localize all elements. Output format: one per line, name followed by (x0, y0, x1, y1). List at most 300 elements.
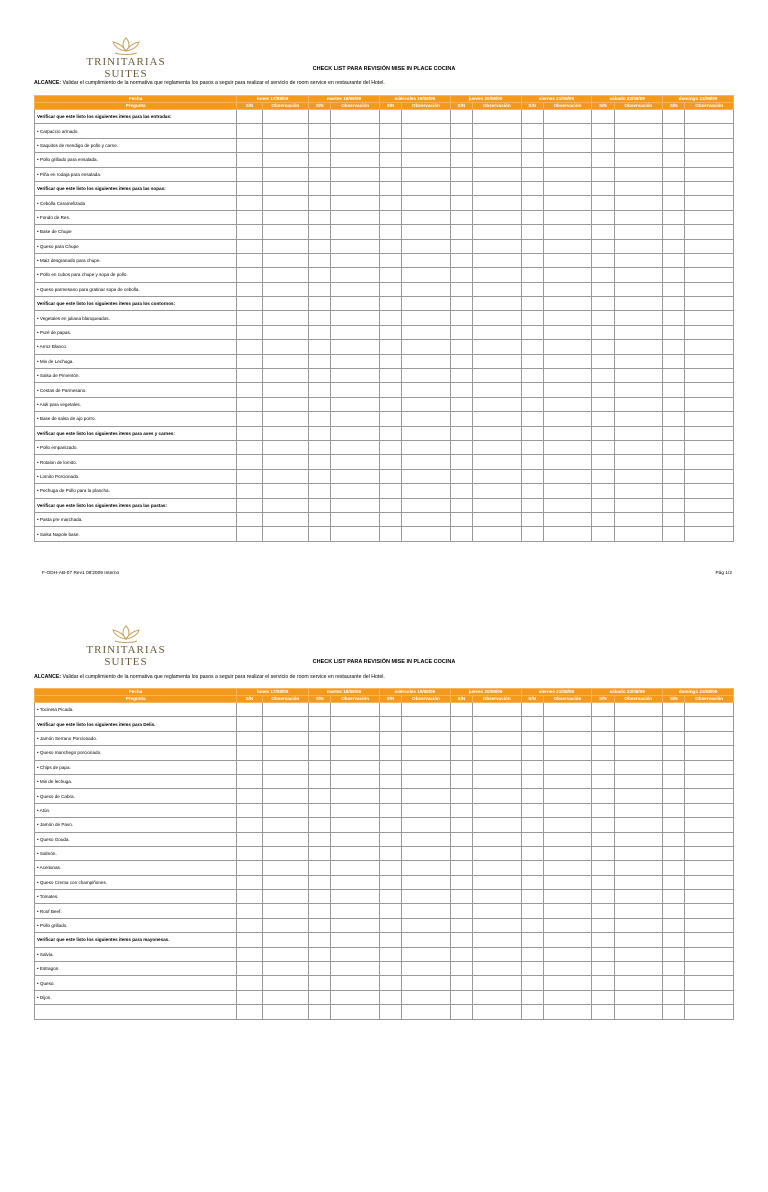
sn-cell[interactable] (663, 1005, 685, 1019)
observation-cell[interactable] (331, 890, 380, 904)
sn-cell[interactable] (521, 253, 543, 267)
observation-cell[interactable] (331, 426, 380, 440)
sn-cell[interactable] (237, 383, 262, 397)
sn-cell[interactable] (592, 484, 614, 498)
observation-cell[interactable] (402, 369, 451, 383)
sn-cell[interactable] (592, 167, 614, 181)
sn-cell[interactable] (592, 1005, 614, 1019)
observation-cell[interactable] (472, 124, 521, 138)
observation-cell[interactable] (402, 527, 451, 541)
sn-cell[interactable] (521, 167, 543, 181)
sn-cell[interactable] (309, 484, 331, 498)
observation-cell[interactable] (472, 110, 521, 124)
sn-cell[interactable] (592, 803, 614, 817)
sn-cell[interactable] (592, 703, 614, 717)
sn-cell[interactable] (379, 976, 401, 990)
sn-cell[interactable] (663, 703, 685, 717)
sn-cell[interactable] (592, 918, 614, 932)
observation-cell[interactable] (614, 282, 663, 296)
observation-cell[interactable] (614, 818, 663, 832)
observation-cell[interactable] (402, 297, 451, 311)
sn-cell[interactable] (663, 268, 685, 282)
sn-cell[interactable] (663, 875, 685, 889)
sn-cell[interactable] (379, 746, 401, 760)
observation-cell[interactable] (402, 933, 451, 947)
sn-cell[interactable] (592, 861, 614, 875)
sn-cell[interactable] (450, 138, 472, 152)
sn-cell[interactable] (663, 774, 685, 788)
observation-cell[interactable] (614, 789, 663, 803)
observation-cell[interactable] (262, 962, 309, 976)
sn-cell[interactable] (309, 717, 331, 731)
observation-cell[interactable] (331, 412, 380, 426)
observation-cell[interactable] (262, 253, 309, 267)
observation-cell[interactable] (685, 469, 734, 483)
sn-cell[interactable] (450, 268, 472, 282)
observation-cell[interactable] (685, 760, 734, 774)
sn-cell[interactable] (379, 138, 401, 152)
sn-cell[interactable] (309, 731, 331, 745)
sn-cell[interactable] (521, 124, 543, 138)
observation-cell[interactable] (402, 890, 451, 904)
observation-cell[interactable] (402, 311, 451, 325)
sn-cell[interactable] (237, 239, 262, 253)
observation-cell[interactable] (331, 947, 380, 961)
observation-cell[interactable] (685, 354, 734, 368)
sn-cell[interactable] (237, 440, 262, 454)
sn-cell[interactable] (379, 527, 401, 541)
sn-cell[interactable] (592, 253, 614, 267)
sn-cell[interactable] (309, 196, 331, 210)
sn-cell[interactable] (592, 731, 614, 745)
sn-cell[interactable] (450, 455, 472, 469)
observation-cell[interactable] (262, 717, 309, 731)
sn-cell[interactable] (592, 369, 614, 383)
observation-cell[interactable] (472, 412, 521, 426)
sn-cell[interactable] (309, 210, 331, 224)
observation-cell[interactable] (262, 832, 309, 846)
observation-cell[interactable] (685, 167, 734, 181)
observation-cell[interactable] (402, 225, 451, 239)
observation-cell[interactable] (543, 484, 592, 498)
observation-cell[interactable] (543, 282, 592, 296)
sn-cell[interactable] (592, 527, 614, 541)
sn-cell[interactable] (521, 527, 543, 541)
observation-cell[interactable] (614, 1005, 663, 1019)
sn-cell[interactable] (309, 412, 331, 426)
sn-cell[interactable] (521, 918, 543, 932)
sn-cell[interactable] (309, 124, 331, 138)
sn-cell[interactable] (450, 703, 472, 717)
observation-cell[interactable] (543, 340, 592, 354)
sn-cell[interactable] (309, 703, 331, 717)
observation-cell[interactable] (685, 512, 734, 526)
sn-cell[interactable] (592, 297, 614, 311)
observation-cell[interactable] (543, 196, 592, 210)
sn-cell[interactable] (450, 789, 472, 803)
observation-cell[interactable] (614, 890, 663, 904)
observation-cell[interactable] (543, 110, 592, 124)
sn-cell[interactable] (309, 962, 331, 976)
sn-cell[interactable] (663, 340, 685, 354)
observation-cell[interactable] (614, 297, 663, 311)
observation-cell[interactable] (472, 803, 521, 817)
sn-cell[interactable] (663, 527, 685, 541)
observation-cell[interactable] (262, 933, 309, 947)
observation-cell[interactable] (614, 717, 663, 731)
sn-cell[interactable] (309, 846, 331, 860)
sn-cell[interactable] (379, 369, 401, 383)
observation-cell[interactable] (262, 760, 309, 774)
sn-cell[interactable] (592, 832, 614, 846)
observation-cell[interactable] (262, 297, 309, 311)
sn-cell[interactable] (237, 875, 262, 889)
observation-cell[interactable] (614, 196, 663, 210)
observation-cell[interactable] (262, 703, 309, 717)
observation-cell[interactable] (331, 527, 380, 541)
sn-cell[interactable] (237, 731, 262, 745)
sn-cell[interactable] (309, 498, 331, 512)
observation-cell[interactable] (614, 469, 663, 483)
observation-cell[interactable] (614, 369, 663, 383)
sn-cell[interactable] (521, 383, 543, 397)
sn-cell[interactable] (450, 210, 472, 224)
observation-cell[interactable] (402, 731, 451, 745)
sn-cell[interactable] (521, 311, 543, 325)
observation-cell[interactable] (543, 239, 592, 253)
sn-cell[interactable] (309, 875, 331, 889)
sn-cell[interactable] (663, 153, 685, 167)
observation-cell[interactable] (331, 124, 380, 138)
sn-cell[interactable] (309, 297, 331, 311)
observation-cell[interactable] (685, 746, 734, 760)
sn-cell[interactable] (379, 890, 401, 904)
sn-cell[interactable] (521, 498, 543, 512)
observation-cell[interactable] (262, 369, 309, 383)
sn-cell[interactable] (521, 731, 543, 745)
sn-cell[interactable] (309, 397, 331, 411)
sn-cell[interactable] (521, 875, 543, 889)
sn-cell[interactable] (663, 225, 685, 239)
observation-cell[interactable] (614, 703, 663, 717)
observation-cell[interactable] (262, 846, 309, 860)
observation-cell[interactable] (331, 455, 380, 469)
observation-cell[interactable] (402, 253, 451, 267)
observation-cell[interactable] (472, 933, 521, 947)
sn-cell[interactable] (521, 717, 543, 731)
sn-cell[interactable] (450, 832, 472, 846)
observation-cell[interactable] (685, 426, 734, 440)
observation-cell[interactable] (262, 383, 309, 397)
sn-cell[interactable] (237, 947, 262, 961)
observation-cell[interactable] (543, 1005, 592, 1019)
observation-cell[interactable] (262, 976, 309, 990)
observation-cell[interactable] (402, 760, 451, 774)
observation-cell[interactable] (262, 527, 309, 541)
sn-cell[interactable] (663, 918, 685, 932)
sn-cell[interactable] (592, 383, 614, 397)
observation-cell[interactable] (614, 167, 663, 181)
sn-cell[interactable] (237, 297, 262, 311)
observation-cell[interactable] (614, 325, 663, 339)
observation-cell[interactable] (472, 818, 521, 832)
observation-cell[interactable] (543, 138, 592, 152)
sn-cell[interactable] (237, 196, 262, 210)
observation-cell[interactable] (402, 110, 451, 124)
observation-cell[interactable] (685, 210, 734, 224)
observation-cell[interactable] (402, 746, 451, 760)
observation-cell[interactable] (543, 412, 592, 426)
observation-cell[interactable] (614, 990, 663, 1004)
observation-cell[interactable] (331, 440, 380, 454)
sn-cell[interactable] (309, 369, 331, 383)
sn-cell[interactable] (663, 498, 685, 512)
sn-cell[interactable] (237, 455, 262, 469)
sn-cell[interactable] (309, 789, 331, 803)
observation-cell[interactable] (402, 904, 451, 918)
observation-cell[interactable] (472, 512, 521, 526)
observation-cell[interactable] (543, 253, 592, 267)
observation-cell[interactable] (262, 1005, 309, 1019)
sn-cell[interactable] (309, 1005, 331, 1019)
sn-cell[interactable] (379, 124, 401, 138)
observation-cell[interactable] (472, 789, 521, 803)
sn-cell[interactable] (237, 746, 262, 760)
observation-cell[interactable] (543, 962, 592, 976)
observation-cell[interactable] (402, 340, 451, 354)
sn-cell[interactable] (663, 354, 685, 368)
observation-cell[interactable] (543, 933, 592, 947)
observation-cell[interactable] (685, 138, 734, 152)
observation-cell[interactable] (685, 225, 734, 239)
sn-cell[interactable] (309, 469, 331, 483)
sn-cell[interactable] (663, 167, 685, 181)
sn-cell[interactable] (379, 354, 401, 368)
observation-cell[interactable] (543, 383, 592, 397)
observation-cell[interactable] (685, 110, 734, 124)
observation-cell[interactable] (472, 774, 521, 788)
sn-cell[interactable] (450, 369, 472, 383)
sn-cell[interactable] (379, 455, 401, 469)
observation-cell[interactable] (262, 153, 309, 167)
observation-cell[interactable] (402, 818, 451, 832)
observation-cell[interactable] (331, 774, 380, 788)
observation-cell[interactable] (614, 239, 663, 253)
sn-cell[interactable] (663, 369, 685, 383)
observation-cell[interactable] (331, 918, 380, 932)
sn-cell[interactable] (237, 990, 262, 1004)
observation-cell[interactable] (262, 124, 309, 138)
sn-cell[interactable] (450, 512, 472, 526)
observation-cell[interactable] (685, 861, 734, 875)
observation-cell[interactable] (543, 875, 592, 889)
observation-cell[interactable] (685, 253, 734, 267)
sn-cell[interactable] (663, 239, 685, 253)
observation-cell[interactable] (614, 412, 663, 426)
observation-cell[interactable] (331, 498, 380, 512)
observation-cell[interactable] (614, 153, 663, 167)
observation-cell[interactable] (543, 918, 592, 932)
sn-cell[interactable] (309, 990, 331, 1004)
sn-cell[interactable] (379, 717, 401, 731)
sn-cell[interactable] (592, 282, 614, 296)
sn-cell[interactable] (379, 383, 401, 397)
observation-cell[interactable] (685, 340, 734, 354)
observation-cell[interactable] (402, 239, 451, 253)
sn-cell[interactable] (450, 746, 472, 760)
observation-cell[interactable] (472, 904, 521, 918)
sn-cell[interactable] (521, 512, 543, 526)
observation-cell[interactable] (685, 918, 734, 932)
sn-cell[interactable] (521, 369, 543, 383)
observation-cell[interactable] (331, 875, 380, 889)
observation-cell[interactable] (472, 890, 521, 904)
sn-cell[interactable] (450, 253, 472, 267)
observation-cell[interactable] (262, 818, 309, 832)
observation-cell[interactable] (472, 760, 521, 774)
observation-cell[interactable] (472, 325, 521, 339)
sn-cell[interactable] (379, 153, 401, 167)
sn-cell[interactable] (592, 354, 614, 368)
sn-cell[interactable] (521, 904, 543, 918)
sn-cell[interactable] (450, 904, 472, 918)
observation-cell[interactable] (262, 890, 309, 904)
sn-cell[interactable] (663, 412, 685, 426)
observation-cell[interactable] (543, 527, 592, 541)
sn-cell[interactable] (379, 225, 401, 239)
sn-cell[interactable] (592, 818, 614, 832)
observation-cell[interactable] (331, 181, 380, 195)
sn-cell[interactable] (309, 354, 331, 368)
observation-cell[interactable] (543, 832, 592, 846)
sn-cell[interactable] (663, 253, 685, 267)
observation-cell[interactable] (262, 455, 309, 469)
sn-cell[interactable] (237, 225, 262, 239)
observation-cell[interactable] (543, 818, 592, 832)
observation-cell[interactable] (402, 774, 451, 788)
sn-cell[interactable] (237, 311, 262, 325)
sn-cell[interactable] (663, 890, 685, 904)
sn-cell[interactable] (237, 976, 262, 990)
observation-cell[interactable] (402, 789, 451, 803)
sn-cell[interactable] (309, 527, 331, 541)
observation-cell[interactable] (331, 904, 380, 918)
sn-cell[interactable] (521, 890, 543, 904)
observation-cell[interactable] (472, 832, 521, 846)
observation-cell[interactable] (685, 484, 734, 498)
observation-cell[interactable] (685, 239, 734, 253)
sn-cell[interactable] (379, 933, 401, 947)
sn-cell[interactable] (592, 210, 614, 224)
sn-cell[interactable] (663, 484, 685, 498)
observation-cell[interactable] (331, 861, 380, 875)
sn-cell[interactable] (450, 875, 472, 889)
sn-cell[interactable] (663, 181, 685, 195)
observation-cell[interactable] (685, 297, 734, 311)
observation-cell[interactable] (331, 282, 380, 296)
observation-cell[interactable] (543, 153, 592, 167)
observation-cell[interactable] (331, 760, 380, 774)
observation-cell[interactable] (472, 469, 521, 483)
sn-cell[interactable] (592, 440, 614, 454)
observation-cell[interactable] (472, 962, 521, 976)
sn-cell[interactable] (663, 325, 685, 339)
observation-cell[interactable] (331, 383, 380, 397)
observation-cell[interactable] (472, 282, 521, 296)
observation-cell[interactable] (685, 703, 734, 717)
sn-cell[interactable] (592, 933, 614, 947)
sn-cell[interactable] (379, 947, 401, 961)
sn-cell[interactable] (450, 383, 472, 397)
observation-cell[interactable] (331, 962, 380, 976)
sn-cell[interactable] (450, 325, 472, 339)
observation-cell[interactable] (614, 962, 663, 976)
observation-cell[interactable] (402, 282, 451, 296)
sn-cell[interactable] (309, 774, 331, 788)
sn-cell[interactable] (592, 746, 614, 760)
observation-cell[interactable] (331, 196, 380, 210)
sn-cell[interactable] (450, 990, 472, 1004)
observation-cell[interactable] (472, 918, 521, 932)
sn-cell[interactable] (663, 440, 685, 454)
sn-cell[interactable] (450, 124, 472, 138)
observation-cell[interactable] (472, 340, 521, 354)
observation-cell[interactable] (331, 268, 380, 282)
observation-cell[interactable] (543, 325, 592, 339)
observation-cell[interactable] (402, 455, 451, 469)
sn-cell[interactable] (237, 527, 262, 541)
sn-cell[interactable] (379, 484, 401, 498)
observation-cell[interactable] (331, 110, 380, 124)
sn-cell[interactable] (450, 397, 472, 411)
observation-cell[interactable] (402, 167, 451, 181)
observation-cell[interactable] (402, 440, 451, 454)
observation-cell[interactable] (685, 440, 734, 454)
sn-cell[interactable] (379, 803, 401, 817)
observation-cell[interactable] (402, 426, 451, 440)
sn-cell[interactable] (521, 846, 543, 860)
observation-cell[interactable] (472, 167, 521, 181)
observation-cell[interactable] (685, 1005, 734, 1019)
observation-cell[interactable] (262, 440, 309, 454)
observation-cell[interactable] (472, 383, 521, 397)
observation-cell[interactable] (472, 196, 521, 210)
observation-cell[interactable] (543, 354, 592, 368)
sn-cell[interactable] (379, 110, 401, 124)
observation-cell[interactable] (685, 846, 734, 860)
observation-cell[interactable] (685, 789, 734, 803)
sn-cell[interactable] (521, 933, 543, 947)
observation-cell[interactable] (472, 947, 521, 961)
observation-cell[interactable] (472, 181, 521, 195)
sn-cell[interactable] (450, 962, 472, 976)
observation-cell[interactable] (472, 1005, 521, 1019)
observation-cell[interactable] (543, 297, 592, 311)
observation-cell[interactable] (543, 181, 592, 195)
sn-cell[interactable] (309, 110, 331, 124)
sn-cell[interactable] (663, 904, 685, 918)
sn-cell[interactable] (592, 412, 614, 426)
sn-cell[interactable] (237, 498, 262, 512)
sn-cell[interactable] (237, 354, 262, 368)
sn-cell[interactable] (450, 282, 472, 296)
sn-cell[interactable] (521, 760, 543, 774)
sn-cell[interactable] (379, 210, 401, 224)
sn-cell[interactable] (663, 846, 685, 860)
observation-cell[interactable] (685, 397, 734, 411)
observation-cell[interactable] (614, 731, 663, 745)
sn-cell[interactable] (237, 846, 262, 860)
